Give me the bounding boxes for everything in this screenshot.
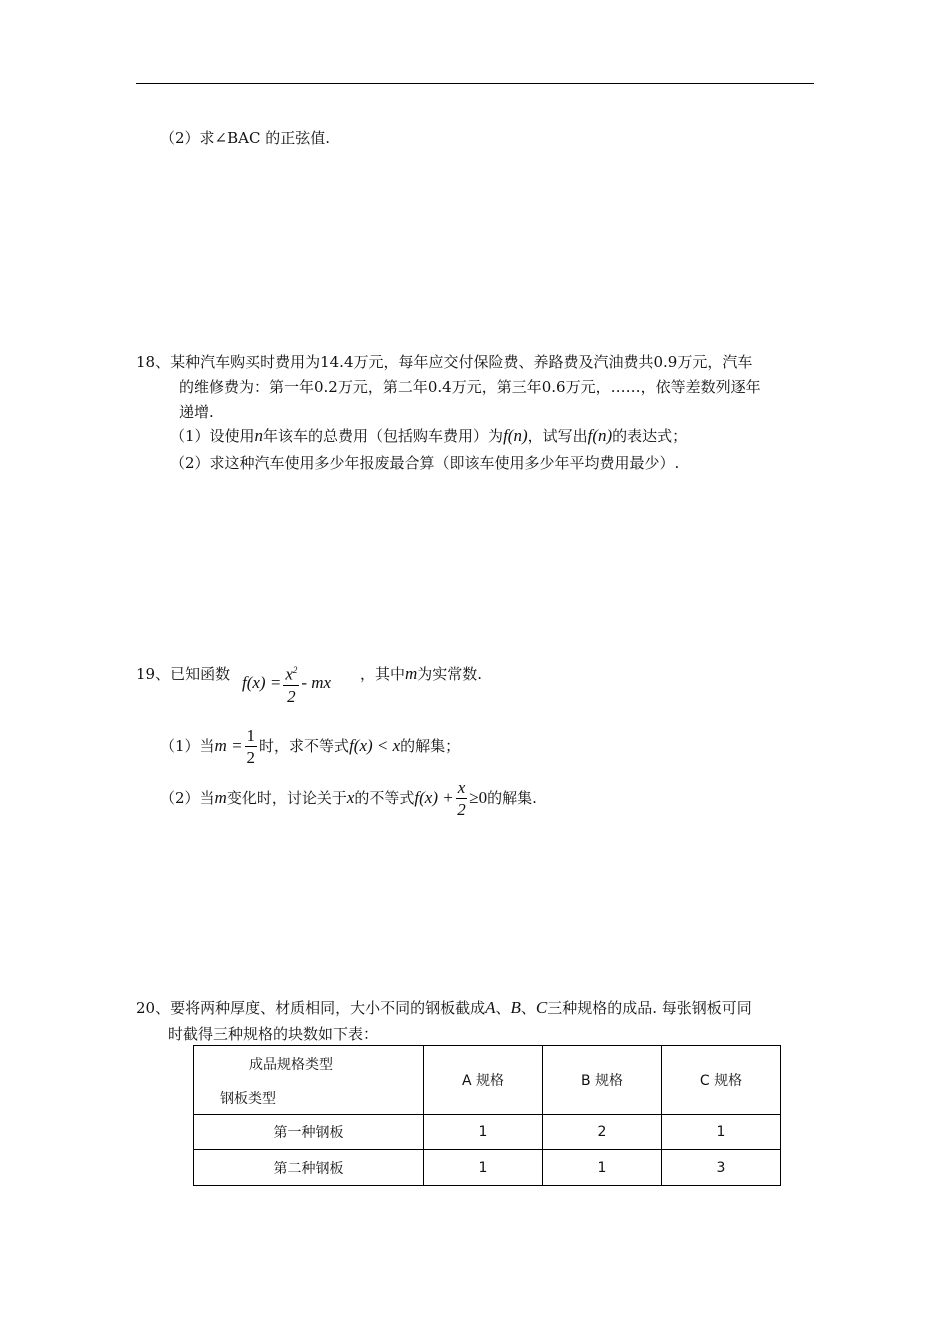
q19-part1-a: （1）当 xyxy=(160,737,215,755)
q19-part2-ge: ≥0 xyxy=(469,788,488,807)
q19-part1 xyxy=(160,724,460,769)
table-header-row xyxy=(194,1046,781,1115)
q19-part2 xyxy=(160,776,537,821)
q19-part2-fraction xyxy=(456,778,468,821)
q19-end: 为实常数. xyxy=(417,665,483,683)
q19-lead: 19、已知函数 xyxy=(136,665,231,683)
q19-part1-c: 的解集； xyxy=(400,737,461,755)
q20-line1-b: 三种规格的成品. 每张钢板可同 xyxy=(547,999,752,1017)
row-label: 第二种钢板 xyxy=(194,1150,424,1186)
table-row xyxy=(194,1115,781,1150)
q19-part2-d: 的解集. xyxy=(487,789,537,807)
q18-part1-text-a: （1）设使用 xyxy=(170,427,255,445)
q19-part1-ineq: f(x) < x xyxy=(349,736,401,755)
col-header-b: B 规格 xyxy=(543,1046,662,1115)
col-header-c: C 规格 xyxy=(662,1046,781,1115)
q19-part2-f: f(x) + xyxy=(414,788,454,807)
q19-mid: ，其中 xyxy=(360,665,406,683)
table-corner-cell xyxy=(194,1046,424,1115)
q19-function-def xyxy=(242,660,331,708)
q19-part2-x: x xyxy=(346,788,355,807)
q19-part1-b: 时，求不等式 xyxy=(259,737,350,755)
q20-line1-a: 20、要将两种厚度、材质相同，大小不同的钢板截成 xyxy=(136,999,486,1017)
q19-part2-c: 的不等式 xyxy=(354,789,415,807)
header-bottom-label: 钢板类型 xyxy=(220,1091,276,1107)
cell-c: 1 xyxy=(662,1115,781,1150)
header-rule xyxy=(136,83,814,84)
q19-func-fraction xyxy=(283,660,299,708)
cell-a: 1 xyxy=(424,1115,543,1150)
header-top-label: 成品规格类型 xyxy=(249,1057,333,1073)
q18-line2: 的维修费为：第一年0.2万元，第二年0.4万元，第三年0.6万元，……，依等差数列逐年 xyxy=(179,378,761,396)
q18-var-n: n xyxy=(254,426,264,445)
q19-part2-b: 变化时，讨论关于 xyxy=(226,789,347,807)
q19-func-lhs: f(x) = xyxy=(242,672,282,692)
q20-spec-a: A xyxy=(485,998,496,1017)
q19-part2-m: m xyxy=(214,788,227,807)
q18-part1-text-c: ，试写出 xyxy=(527,427,588,445)
q18-part1-text-b: 年该车的总费用（包括购车费用）为 xyxy=(263,427,504,445)
q19-part1-fraction xyxy=(245,726,258,769)
q19-part2-num: x xyxy=(457,777,466,797)
q20-spec-c: C xyxy=(535,998,548,1017)
q17-part2: （2）求∠BAC 的正弦值. xyxy=(160,129,330,147)
q19-func-tail: - mx xyxy=(301,672,332,692)
q20-sep1: 、 xyxy=(495,999,511,1017)
q19-func-den: 2 xyxy=(287,686,296,706)
q20-line1 xyxy=(136,998,752,1018)
q18-fn2: f(n) xyxy=(587,426,613,445)
q19-func-num: x xyxy=(285,664,293,684)
q18-fn1: f(n) xyxy=(503,426,528,445)
cell-a: 1 xyxy=(424,1150,543,1186)
q19-part2-den: 2 xyxy=(457,799,466,819)
cell-b: 2 xyxy=(543,1115,662,1150)
q18-line3: 递增. xyxy=(179,403,214,421)
q19-func-exp: 2 xyxy=(292,665,298,675)
q18-part1 xyxy=(170,426,687,446)
q20-line2: 时截得三种规格的块数如下表： xyxy=(168,1025,379,1043)
q18-part1-text-d: 的表达式； xyxy=(612,427,688,445)
q20-spec-b: B xyxy=(510,998,521,1017)
table-row xyxy=(194,1150,781,1186)
cell-b: 1 xyxy=(543,1150,662,1186)
col-header-a: A 规格 xyxy=(424,1046,543,1115)
q19-part1-num: 1 xyxy=(246,725,256,745)
cell-c: 3 xyxy=(662,1150,781,1186)
row-label: 第一种钢板 xyxy=(194,1115,424,1150)
q19-part1-m: m = xyxy=(214,736,243,755)
q20-sep2: 、 xyxy=(520,999,536,1017)
q18-line1: 18、某种汽车购买时费用为14.4万元，每年应交付保险费、养路费及汽油费共0.9万元，汽车 xyxy=(136,353,753,371)
q19-part2-a: （2）当 xyxy=(160,789,215,807)
q18-part2: （2）求这种汽车使用多少年报废最合算（即该车使用多少年平均费用最少）. xyxy=(170,454,680,472)
q19-part1-den: 2 xyxy=(246,747,256,767)
q19-var-m: m xyxy=(405,664,418,683)
q19-lead-rest xyxy=(360,664,482,684)
spec-table xyxy=(193,1045,781,1186)
